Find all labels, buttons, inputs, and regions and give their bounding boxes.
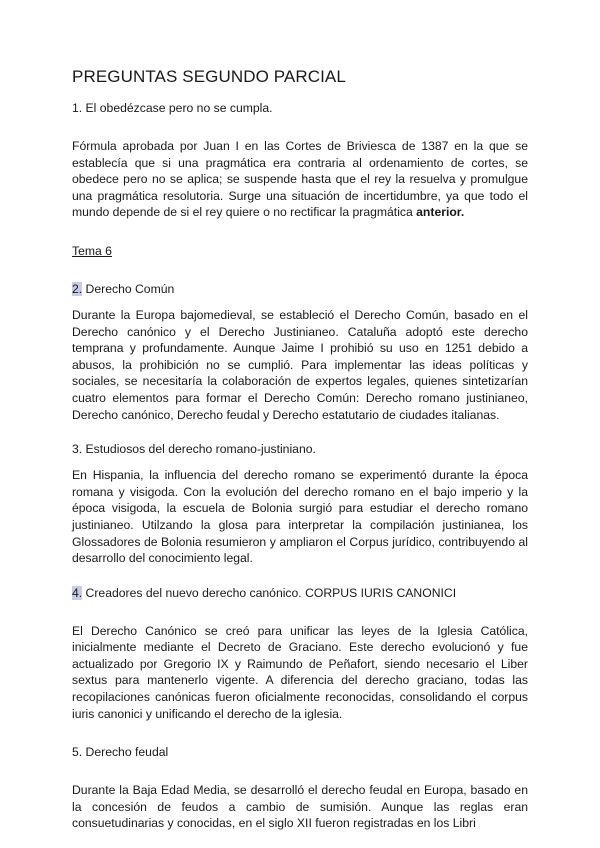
question-5-heading: 5. Derecho feudal: [72, 745, 169, 760]
question-2-heading-text: Derecho Común: [82, 281, 175, 296]
question-4-heading: [72, 585, 528, 601]
question-2-answer: Durante la Europa bajomedieval, se estableció el Derecho Común, basado en el Derecho canónico y el Derecho Justinianeo. Cataluña adoptó este derecho temprana y profundamente. Aunque Jaime I prohibió su uso en 1251 debido a abusos, la prohibición no se cumplió. Para implementar las ideas políticas y sociales, se necesitaría la colaboración de expertos legales, quienes sintetizarían cuatro elementos para formar el Derecho Común: Derecho romano justinianeo, Derecho canónico, Derecho feudal y Derecho estatutario de ciudades italianas.: [72, 307, 528, 422]
question-3-heading: 3. Estudiosos del derecho romano-justiniano.: [72, 442, 316, 457]
question-4-number-highlight: 4.: [72, 585, 83, 600]
question-5-answer: Durante la Baja Edad Media, se desarrolló el derecho feudal en Europa, basado en la concesión de feudos a cambio de sumisión. Aunque las reglas eran consuetudinarias y conocidas, en el siglo XII fueron registradas en los Libri: [72, 783, 528, 831]
document-page: [72, 66, 528, 832]
tema-heading: Tema 6: [72, 243, 112, 258]
question-3-answer: En Hispania, la influencia del derecho romano se experimentó durante la época romana y visigoda. Con la evolución del derecho romano en el bajo imperio y la época visigoda, la escuela de Bolonia surgió para estudiar el derecho romano justinianeo. Utilzando la glosa para interpretar la compilación justinianea, los Glossadores de Bolonia resumieron y ampliaron el Corpus jurídico, contribuyendo al desarrollo del conocimiento legal.: [72, 468, 528, 566]
question-1-heading: 1. El obedézcase pero no se cumpla.: [72, 101, 273, 115]
question-4-heading-text: Creadores del nuevo derecho canónico. CORPUS IURIS CANONICI: [82, 585, 457, 600]
question-1-answer: [72, 138, 528, 221]
question-1-answer-bold: anterior.: [416, 205, 465, 220]
question-1-answer-text: Fórmula aprobada por Juan I en las Cortes de Briviesca de 1387 en la que se establecía que si una pragmática era contraria al ordenamiento de cortes, se obedece pero no se aplica; se suspende hasta que el rey la resuelva y promulgue una pragmática resolutoria. Surge una situación de incertidumbre, ya que todo el mundo depende de si el rey quiere o no rectificar la pragmática: [72, 139, 528, 220]
question-2-heading: [72, 281, 528, 297]
question-2-number-highlight: 2.: [72, 281, 83, 296]
question-4-answer: El Derecho Canónico se creó para unificar las leyes de la Iglesia Católica, inicialmente mediante el Decreto de Graciano. Este derecho evolucionó y fue actualizado por Gregorio IX y Raimundo de Peñafort, siendo necesario el Liber sextus para mantenerlo vigente. A diferencia del derecho graciano, todas las recopilaciones canónicas fueron oficialmente reconocidas, consolidando el corpus iuris canonici y unificando el derecho de la iglesia.: [72, 623, 528, 721]
document-title: PREGUNTAS SEGUNDO PARCIAL: [72, 67, 346, 86]
